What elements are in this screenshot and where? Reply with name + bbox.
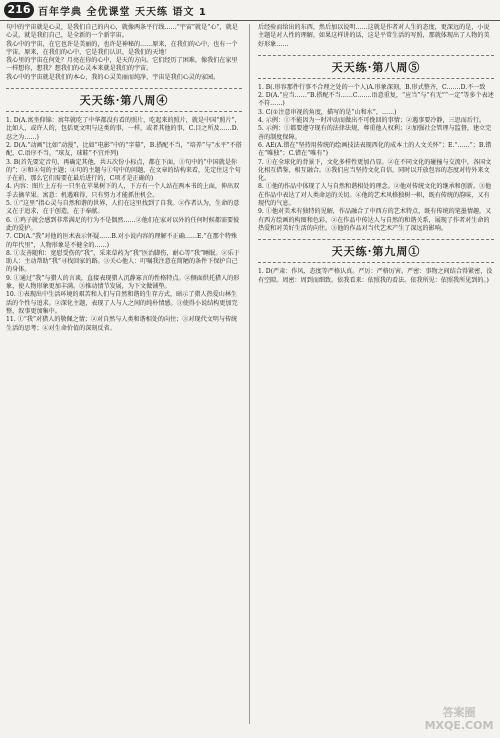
answer-item: 9. ①他对美术有独特的见解，作品融合了中西方的艺术特点，既有传统的笔墨情趣，又有西方绘画的构图和色彩。②在作品中传达人与自然的和谐关系，展现了作者对生命的热爱和对美好生活的向往。③他的作品对当代艺术产生了深远的影响。 (258, 208, 492, 232)
book-brand: 百年学典 全优课堂 天天练 语文 1 (38, 7, 207, 18)
intro-paragraph: 我心中的宇宙就是我们的本心，我的心灵美丽而纯净，宇宙是我们心灵的家园。 (6, 73, 220, 81)
answer-item: 3. C(①注意审视的角度，描写的是“山和水”，……) (258, 108, 397, 116)
right-column (258, 24, 494, 285)
answer-item: 1. D(A.寓坐仰锦：寓年就吃了中华都没有看的照片，吃起来的照片，就是中国“照片”，比如人，或许人的，包括更文明与这类的事，一样，或者其他的事，C.目之所及……D.忍之为……) (6, 117, 241, 141)
intro-paragraph: 句中的宇宙就是心灵，是我们自己的内心，就像两条平行线……“宇宙”就是“心”，就是心灵，就是我们自己，是全新的一个新字宙。 (6, 24, 238, 40)
answer-item: 4. 示例：①不能因为一时冲动而做出不可挽回的事情；②遇事要冷静，三思而后行。 (258, 117, 486, 125)
page-number: 216 (4, 2, 34, 18)
intro-paragraph: 我心中的宇宙，在它也许是美丽的，也许是神秘的……原来，在我们的心中，也有一个宇宙。原来，在我们的心中，它是我们认识、是我们的天地！ (6, 40, 238, 56)
answer-item: 4. 内容：图片上方有一只坐在苹果树下的人，下方有一个人站在两本书的上面，伸出双手去摘苹果。寓意：机遇难得，只有努力才能抓住机会。 (6, 183, 240, 199)
section-title: 天天练·第八周④ (6, 88, 242, 112)
answer-item: 7. ①在全球化的背景下，文化多样性更加凸显。②在不同文化的碰撞与交流中，各国文化相互借鉴、相互融合。③我们应当坚持文化自信，同时以开放包容的态度对待外来文化。 (258, 158, 492, 183)
answer-item: 1. B(.形容那件行事不合理之处的一个人)A.形象深刻，B.形式整齐，C.……D.不一致 (258, 83, 486, 91)
section-title: 天天练·第九周① (258, 239, 494, 263)
answer-item: 6. ①鸡子就会感到非常满足的行为不是偶然……②他们在家对以外的任何时候都需要彼此的爱护。 (6, 216, 240, 232)
answer-item: 5. 示例：①都要遵守现有的法律法规，尊重他人权利；②加强社会管理与监督，建立完善的制度保障。 (258, 125, 492, 141)
answer-item: 11. ①“我”对猎人的敬佩之情；②对自然与人类和谐相处的向往；③对现代文明与传统生活的思考；④对生命价值的深刻反省。 (6, 316, 238, 332)
answer-item: 6. AE(A.错在“坚持用传统的绘画技法表现西化的成本土的人文关怀”；E.“……”；B.错在“唯独”；C.错在“唯有”) (258, 141, 492, 158)
answer-item: 7. CD(A.“我”对他的医术表示怀疑……B.对小说内容的理解不正确……E.“在那个特殊的年代里”，人物形象是不健全的……) (6, 233, 237, 249)
answer-item: 3. B(首先要定音句，再确定其他，共五次份小标点，都在下面，①句中的“中国就是你的”；②和④句的主题；④句的主题与①句中的问题，在文章的结构来看，先定住这个句子在前，那么它们需要在最后进行的，C项才是正确的) (6, 158, 241, 183)
column-divider (249, 24, 250, 724)
answer-item: 1. D(严肃：作风、态度等严格认真。严厉：严格厉害。严密：事物之间结合得紧密，没有空隙。周密：周到而细致。依我看来：依照我的看法。依我所见：依照我所见到的。) (258, 268, 493, 284)
answer-item: 5. ①“这里”指心灵与自然和谐的世界，人们在这里找到了自我。②作者认为，生命的意义在于追求，在于创造，在于奉献。 (6, 200, 240, 216)
answer-item: 8. ①他的作品中体现了人与自然和谐相处的理念。②他对传统文化的继承和创新。③他在作品中表达了对人类命运的关切。④他的艺术风格独树一帜，既有传统的韵味，又有现代的气息。 (258, 183, 492, 208)
lead-text: 后经验而给出的东西，然后加以说明……这就是作者对人生的态度，更深远的是，小说主题是对人性的理解，如果这样讲的话，这是平常生活的写照，那就体现出了人物的美好形象…… (258, 24, 490, 48)
answer-item: 9. ①通过“我”与猎人的言谈，直接表现猎人沉静寡言的性格特点。②侧面烘托猎人的形象，使人物形象更加丰满。③推动情节发展，为下文做铺垫。 (6, 274, 240, 291)
answer-item: 8. ①友善随和：宽慰受伤的“我”，采来草药为“我”医治脚伤，耐心等“我”睡眠。②乐于助人：主动帮助“我”寻找回家的路。③关心他人：叮嘱我注意在简陋的条件下保护自己的身体。 (6, 249, 240, 274)
answer-item: 10. ①表现出中生活环境的艰苦和人们与自然和谐的生存方式，暗示了猎人热爱山林生活的个性与追求。②深化主题，表现了人与人之间的纯朴情感。③使得小说结构更加完整，叙事更加集中。 (6, 291, 238, 315)
watermark-logo: 答案圈 MXQE.COM (424, 706, 494, 732)
answer-item: 2. D(A.“应当……”B.搭配不当……C.……语意重复，“应当”与“有无”“一定”等多个表述不符……) (258, 92, 494, 108)
section-title: 天天练·第八周⑤ (258, 55, 494, 79)
intro-paragraph: 我心里的宇宙在何处？月亮在你的心中，是天的方向。它们经历了困难，像我们在家里一样想你，想我？想我们的心灵本来就是我们的宇宙。 (6, 57, 238, 73)
answer-item: 2. D(A.“动画”比如“动漫”，比如“电影”中的“字幕”，B.搭配不当，“培养”与“水平”不搭配，C.语序不当，“球友，球鞋”不宜并列) (6, 141, 242, 158)
left-column (6, 24, 242, 333)
page-header (0, 0, 500, 21)
